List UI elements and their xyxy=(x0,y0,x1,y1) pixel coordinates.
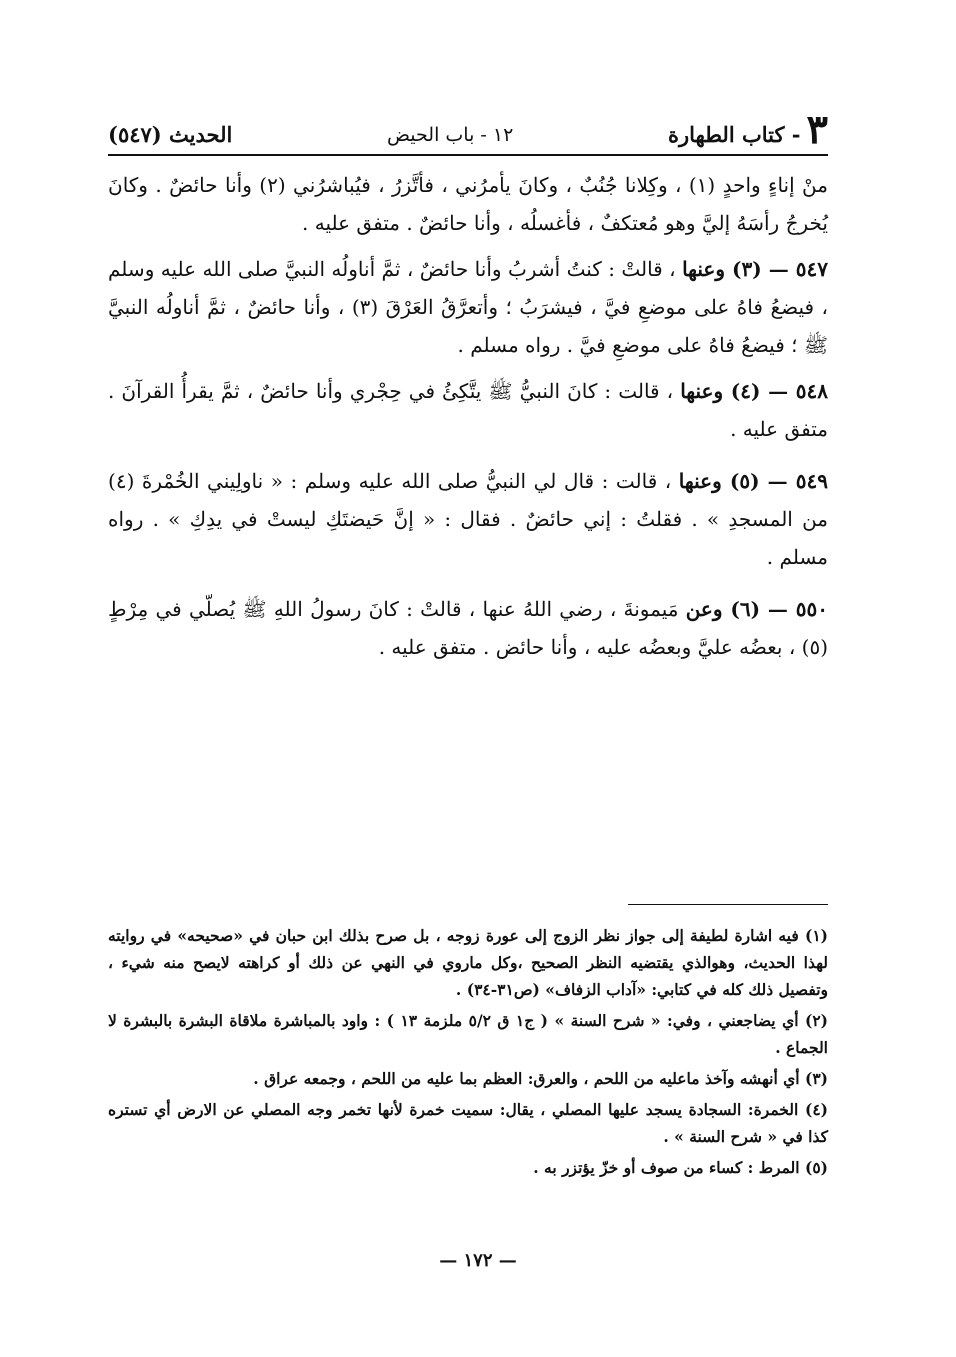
hadith-text: ، قالتْ : كنتُ أشربُ وأنا حائضٌ ، ثمَّ أناولُه النبيَّ صلى الله عليه وسلم ، فيضعُ فاهُ على موضعِ فيَّ ، فيشرَبُ ؛ وأتعرَّقُ العَرْقَ (٣) ، وأنا حائضٌ ، ثمَّ أناولُه النبيَّ ﷺ ؛ فيضعُ فاهُ على موضعِ فيَّ . رواه مسلم . xyxy=(108,257,828,357)
footnote-5: (٥) المرط : كساء من صوف أو خزّ يؤتزر به . xyxy=(533,1158,828,1177)
hadith-548 xyxy=(108,372,828,448)
hadith-reference: الحديث (٥٤٧) xyxy=(108,122,233,147)
book-title: - كتاب الطهارة xyxy=(667,122,801,147)
hadith-550 xyxy=(108,590,828,666)
main-text xyxy=(108,166,828,666)
hadith-number: ٥٥٠ — (٦) وعن xyxy=(685,597,828,621)
footnote-1: (١) فيه اشارة لطيفة إلى جواز نظر الزوج إلى عورة زوجه ، بل صرح بذلك ابن حبان في «صحيحه» في روايته لهذا الحديث، وهوالذي يقتضيه النظر الصحيح ،وكل ماروي في النهي عن ذلك أو كراهته لايصح منه شيء ، وتفصيل ذلك كله في كتابي: «آداب الزفاف» (ص٣١-٣٤) . xyxy=(108,926,828,999)
chapter-title: ١٢ - باب الحيض xyxy=(387,124,514,146)
book-title-group xyxy=(667,106,828,153)
footnote-4: (٤) الخمرة: السجادة يسجد عليها المصلي ، يقال: سميت خمرة لأنها تخمر وجه المصلي عن الارض أي تستره كذا في « شرح السنة » . xyxy=(108,1100,828,1146)
footnote-separator xyxy=(628,904,828,905)
page-content xyxy=(108,106,829,666)
hadith-text: مَيمونةَ ، رضي اللهُ عنها ، قالتْ : كانَ رسولُ اللهِ ﷺ يُصلّي في مِرْطٍ (٥) ، بعضُه عليَّ وبعضُه عليه ، وأنا حائض . متفق عليه . xyxy=(108,597,828,659)
hadith-549 xyxy=(108,462,828,576)
footnote-3: (٣) أي أنهشه وآخذ ماعليه من اللحم ، والعرق: العظم بما عليه من اللحم ، وجمعه عراق . xyxy=(253,1069,828,1088)
hadith-number: ٥٤٩ — (٥) وعنها xyxy=(678,469,829,493)
book-number: ٣ xyxy=(806,106,828,153)
hadith-number: ٥٤٨ — (٤) وعنها xyxy=(680,379,829,403)
footnotes xyxy=(108,922,828,1185)
hadith-text: ، قالت : قال لي النبيُّ صلى الله عليه وسلم : « ناولِيني الخُمْرةَ (٤) من المسجدِ » . فقلتُ : إني حائضٌ . فقال : « إنَّ حَيضتَكِ ليستْ في يدِكِ » . رواه مسلم . xyxy=(108,469,828,569)
hadith-text: ، قالت : كانَ النبيُّ ﷺ يتَّكِئُ في حِجْري وأنا حائضٌ ، ثمَّ يقرأُ القرآنَ . متفق عليه . xyxy=(108,379,828,441)
footnote-2: (٢) أي يضاجعني ، وفي: « شرح السنة » ( ج١ ق ٥/٢ ملزمة ١٣ ) : واود بالمباشرة ملاقاة البشرة بالبشرة لا الجماع . xyxy=(108,1011,828,1057)
page-number: — ١٧٢ — xyxy=(439,1250,517,1271)
hadith-number: ٥٤٧ — (٣) وعنها xyxy=(682,257,829,281)
header-rule xyxy=(108,154,828,156)
continued-paragraph: منْ إناءٍ واحدٍ (١) ، وكِلانا جُنُبٌ ، وكانَ يأمرُني ، فأتَّزرُ ، فيُباشرُني (٢) وأنا حائضٌ . وكانَ يُخرجُ رأسَهُ إليَّ وهو مُعتكفٌ ، فأغسلُه ، وأنا حائضٌ . متفق عليه . xyxy=(108,173,828,235)
hadith-547 xyxy=(108,250,828,364)
running-header xyxy=(108,106,828,153)
